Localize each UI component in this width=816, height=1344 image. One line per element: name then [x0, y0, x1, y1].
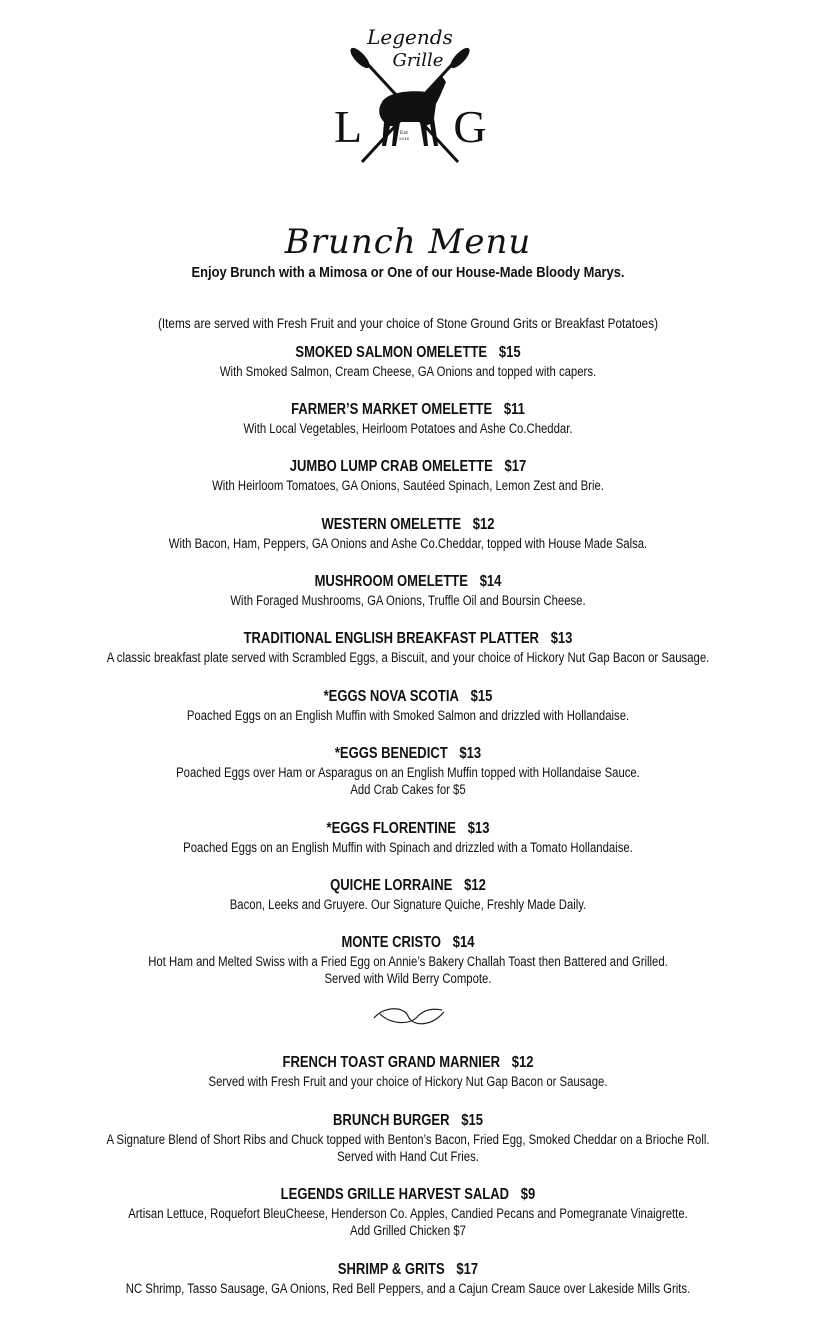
item-price: $15 [498, 344, 521, 361]
item-description: A classic breakfast plate served with Scrambled Eggs, a Biscuit, and your choice of Hickory Nut Gap Bacon or Sausage. [106, 650, 710, 665]
item-price: $13 [550, 630, 573, 647]
item-description: Served with Fresh Fruit and your choice of Hickory Nut Gap Bacon or Sausage. [208, 1074, 608, 1089]
item-price: $9 [520, 1186, 536, 1203]
item-description: With Heirloom Tomatoes, GA Onions, Sautéed Spinach, Lemon Zest and Brie. [212, 478, 604, 493]
item-name: MUSHROOM OMELETTE [314, 573, 468, 590]
item-name: *EGGS NOVA SCOTIA [323, 688, 459, 705]
item-name: FARMER’S MARKET OMELETTE [291, 401, 493, 418]
item-name: BRUNCH BURGER [333, 1112, 450, 1129]
item-price: $12 [472, 516, 495, 533]
item-price: $14 [479, 573, 502, 590]
item-name: *EGGS BENEDICT [334, 745, 448, 762]
served-with-note: (Items are served with Fresh Fruit and your choice of Stone Ground Grits or Breakfast Potatoes) [157, 315, 659, 331]
item-description: Bacon, Leeks and Gruyere. Our Signature Quiche, Freshly Made Daily. [229, 897, 587, 912]
logo-est: Est [399, 130, 409, 136]
menu-item [65, 400, 750, 437]
item-description-extra: Add Crab Cakes for $5 [350, 782, 466, 797]
item-price: $13 [459, 745, 482, 762]
item-description-extra: Served with Wild Berry Compote. [324, 971, 492, 986]
item-description: With Bacon, Ham, Peppers, GA Onions and Ashe Co.Cheddar, topped with House Made Salsa. [168, 536, 648, 551]
item-description: With Foraged Mushrooms, GA Onions, Truffle Oil and Boursin Cheese. [230, 593, 586, 608]
item-description: Poached Eggs on an English Muffin with Spinach and drizzled with a Tomato Hollandaise. [183, 840, 633, 855]
menu-item [65, 1185, 750, 1239]
item-price: $14 [452, 934, 475, 951]
item-name: *EGGS FLORENTINE [326, 820, 456, 837]
logo-year: 2016 [398, 136, 410, 141]
item-price: $15 [470, 688, 493, 705]
menu-item [65, 1260, 750, 1297]
logo-line1: Legends [367, 25, 453, 49]
item-price: $11 [503, 401, 525, 418]
logo-line2: Grille [392, 50, 444, 71]
item-description: A Signature Blend of Short Ribs and Chuck topped with Benton’s Bacon, Fried Egg, Smoked Cheddar on a Brioche Roll. [106, 1132, 710, 1147]
menu-item [65, 876, 750, 913]
item-name: SHRIMP & GRITS [337, 1261, 445, 1278]
item-description: With Smoked Salmon, Cream Cheese, GA Onions and topped with capers. [219, 364, 597, 379]
menu-item [65, 744, 750, 798]
item-name: SMOKED SALMON OMELETTE [295, 344, 488, 361]
menu-item [65, 343, 750, 380]
flourish-divider [370, 1002, 448, 1032]
menu-item [65, 687, 750, 724]
item-price: $15 [461, 1112, 483, 1129]
item-name: QUICHE LORRAINE [330, 877, 453, 894]
item-price: $12 [511, 1054, 534, 1071]
menu-item [65, 1111, 750, 1165]
menu-title: Brunch Menu [284, 222, 532, 262]
item-name: LEGENDS GRILLE HARVEST SALAD [280, 1186, 510, 1203]
menu-item [65, 933, 750, 987]
item-price: $13 [467, 820, 490, 837]
logo-letter-left: L [333, 101, 363, 152]
menu-item [65, 629, 750, 666]
item-name: MONTE CRISTO [341, 934, 442, 951]
item-name: FRENCH TOAST GRAND MARNIER [282, 1054, 500, 1071]
item-description: Poached Eggs on an English Muffin with Smoked Salmon and drizzled with Hollandaise. [186, 708, 630, 723]
menu-item [65, 515, 750, 552]
menu-item [65, 1053, 750, 1090]
item-description-extra: Add Grilled Chicken $7 [350, 1223, 466, 1238]
item-description: Poached Eggs over Ham or Asparagus on an English Muffin topped with Hollandaise Sauce. [176, 765, 640, 780]
item-price: $17 [504, 458, 527, 475]
item-description: NC Shrimp, Tasso Sausage, GA Onions, Red Bell Peppers, and a Cajun Cream Sauce over Lakeside Mills Grits. [125, 1281, 691, 1296]
logo-letter-right: G [453, 101, 487, 152]
item-name: JUMBO LUMP CRAB OMELETTE [289, 458, 493, 475]
item-name: WESTERN OMELETTE [321, 516, 462, 533]
item-description: With Local Vegetables, Heirloom Potatoes and Ashe Co.Cheddar. [243, 421, 573, 436]
menu-item [65, 819, 750, 856]
item-name: TRADITIONAL ENGLISH BREAKFAST PLATTER [243, 630, 539, 647]
tagline: Enjoy Brunch with a Mimosa or One of our House-Made Bloody Marys. [191, 264, 625, 281]
item-description: Artisan Lettuce, Roquefort BleuCheese, Henderson Co. Apples, Candied Pecans and Pomegranate Vinaigrette. [128, 1206, 688, 1221]
item-price: $12 [464, 877, 486, 894]
legends-grille-logo [330, 22, 490, 172]
item-price: $17 [456, 1261, 479, 1278]
menu-item [65, 572, 750, 609]
item-description: Hot Ham and Melted Swiss with a Fried Egg on Annie’s Bakery Challah Toast then Battered and Grilled. [148, 954, 668, 969]
menu-item [65, 457, 750, 494]
item-description-extra: Served with Hand Cut Fries. [337, 1149, 479, 1164]
